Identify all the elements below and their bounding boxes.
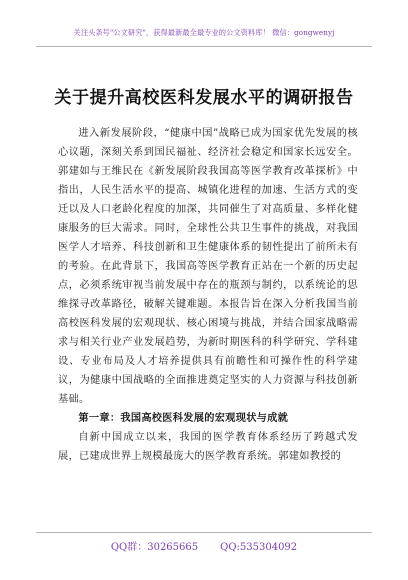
document-title: 关于提升高校医科发展水平的调研报告 xyxy=(54,88,354,108)
footer-qq-group: QQ群：30265665 xyxy=(110,542,199,553)
header-note: 关注头条号"公文研究"，获得最新最全最专业的公文资料库！ 微信：gongwenyj xyxy=(73,28,335,37)
header-divider xyxy=(36,46,372,47)
chapter-paragraph: 自新中国成立以来，我国的医学教育体系经历了跨越式发展，已建成世界上规模最庞大的医学教育系统。郭建如教授的 xyxy=(58,432,358,462)
footer-divider xyxy=(36,532,372,533)
chapter-heading: 第一章：我国高校医科发展的宏观现状与成就 xyxy=(78,412,289,424)
footer-contact xyxy=(0,538,408,553)
footer-qq-number: QQ:535304092 xyxy=(220,542,298,553)
document-body xyxy=(58,124,358,466)
intro-paragraph: 进入新发展阶段，“健康中国”战略已成为国家优先发展的核心议题，深刻关系到国民福祉、经济社会稳定和国家长远安全。郭建如与王维民在《新发展阶段我国高等医学教育改革探析》中指出，人民生活水平的提高、城镇化进程的加速、生活方式的变迁以及人口老龄化程度的加深，共同催生了对高质量、多样化健康服务的巨大需求。同时，全球性公共卫生事件的挑战，对我国医学人才培养、科技创新和卫生健康体系的韧性提出了前所未有的考验。在此背景下，我国高等医学教育正站在一个新的历史起点，必须系统审视当前发展中存在的瓶颈与制约，以系统论的思维探寻改革路径，破解关键难题。本报告旨在深入分析我国当前高校医科发展的宏观现状、核心困境与挑战，并结合国家战略需求与相关行业产业发展趋势，为新时期医科的科学研究、学科建设、专业布局及人才培养提供具有前瞻性和可操作性的科学建议，为健康中国战略的全面推进奠定坚实的人力资源与科技创新基础。 xyxy=(58,128,358,405)
